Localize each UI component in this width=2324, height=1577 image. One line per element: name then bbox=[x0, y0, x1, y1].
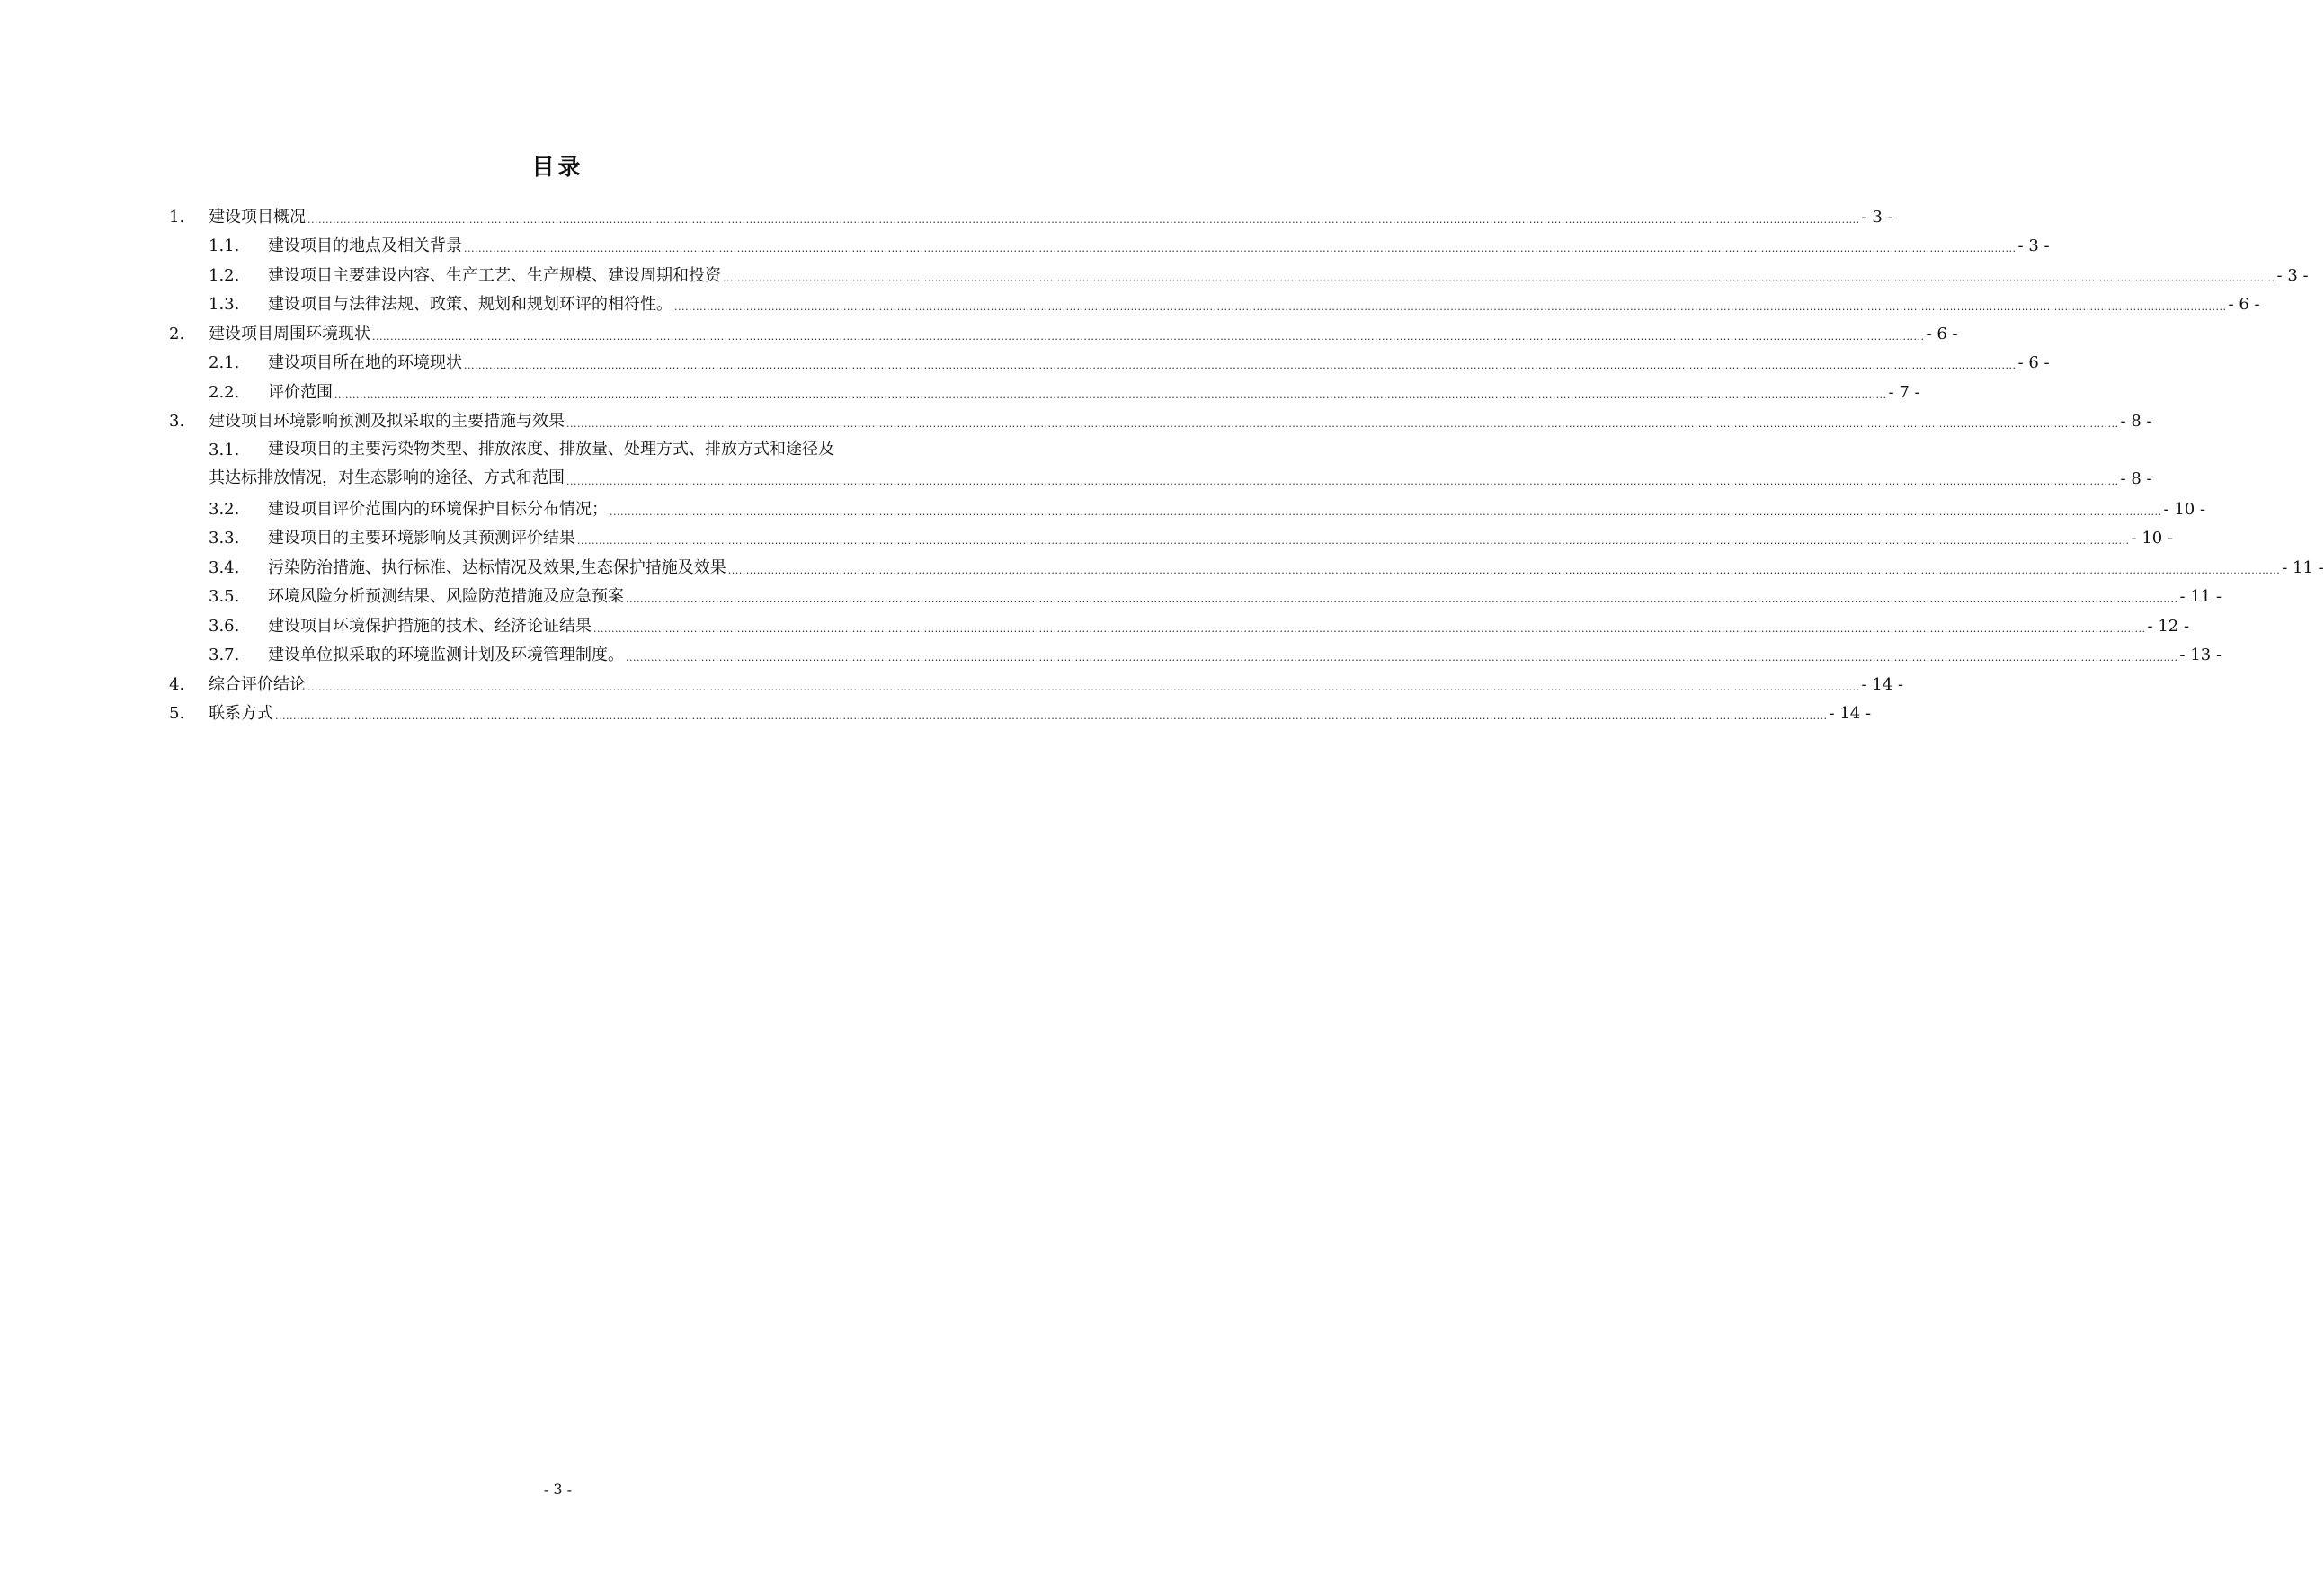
toc-leader-dots: ................................................................................................................................................................................................................................................................................................................................................................................................................................................ bbox=[275, 710, 1828, 722]
toc-entry-text: 建设项目的主要环境影响及其预测评价结果 bbox=[268, 529, 575, 548]
toc-entry-number: 3.5. bbox=[209, 587, 240, 606]
toc-entry-text: 建设项目主要建设内容、生产工艺、生产规模、建设周期和投资 bbox=[268, 265, 721, 285]
toc-entry-page: - 11 - bbox=[2282, 557, 2324, 577]
toc-entry-number: 5. bbox=[169, 704, 185, 723]
toc-entry-number: 3.2. bbox=[209, 499, 240, 519]
toc-entry-text: 建设项目的主要污染物类型、排放浓度、排放量、处理方式、排放方式和途径及 bbox=[268, 439, 834, 459]
toc-leader-dots: ................................................................................................................................................................................................................................................................................................................................................................................................................................................ bbox=[566, 418, 2119, 430]
toc-entry-number: 4. bbox=[169, 674, 185, 694]
toc-entry-page: - 14 - bbox=[1829, 704, 1872, 723]
toc-entry-text: 污染防治措施、执行标准、达标情况及效果,生态保护措施及效果 bbox=[268, 557, 726, 577]
toc-entry-number: 3.3. bbox=[209, 529, 240, 548]
toc-leader-dots: ................................................................................................................................................................................................................................................................................................................................................................................................................................................ bbox=[577, 535, 2130, 547]
toc-entry-number: 1. bbox=[169, 207, 185, 227]
toc-entry-3-7[interactable] bbox=[169, 635, 2222, 664]
toc-entry-3-4[interactable] bbox=[169, 547, 2324, 577]
toc-entry-page: - 10 - bbox=[2131, 529, 2174, 548]
toc-entry-3-1[interactable] bbox=[169, 430, 2152, 488]
toc-entry-3-6[interactable] bbox=[169, 605, 2190, 636]
toc-entry-number: 1.1. bbox=[209, 236, 240, 255]
toc-entry-page: - 3 - bbox=[2017, 236, 2050, 255]
toc-entry-number: 2. bbox=[169, 324, 185, 343]
toc-entry-text: 建设项目概况 bbox=[209, 207, 306, 227]
toc-entry-5[interactable] bbox=[169, 693, 1872, 723]
toc-leader-dots: ................................................................................................................................................................................................................................................................................................................................................................................................................................................ bbox=[334, 388, 1887, 401]
toc-entry-page: - 3 - bbox=[2276, 265, 2309, 285]
toc-entry-3[interactable] bbox=[169, 401, 2152, 431]
toc-entry-3-2[interactable] bbox=[169, 488, 2206, 519]
toc-entry-1-2[interactable] bbox=[169, 254, 2309, 285]
toc-entry-page: - 13 - bbox=[2179, 646, 2222, 664]
toc-entry-number: 3.4. bbox=[209, 557, 240, 577]
toc-entry-page: - 12 - bbox=[2147, 616, 2190, 636]
toc-entry-1[interactable] bbox=[169, 196, 1893, 227]
toc-leader-dots: ................................................................................................................................................................................................................................................................................................................................................................................................................................................ bbox=[674, 301, 2227, 313]
toc-leader-dots: ................................................................................................................................................................................................................................................................................................................................................................................................................................................ bbox=[566, 476, 2119, 487]
page-number-footer: - 3 - bbox=[543, 1481, 573, 1498]
toc-entry-page: - 7 - bbox=[1888, 382, 1920, 402]
toc-entry-text: 综合评价结论 bbox=[209, 674, 306, 694]
toc-entry-page: - 8 - bbox=[2120, 469, 2152, 488]
toc-leader-dots: ................................................................................................................................................................................................................................................................................................................................................................................................................................................ bbox=[464, 243, 2017, 254]
toc-leader-dots: ................................................................................................................................................................................................................................................................................................................................................................................................................................................ bbox=[464, 360, 2017, 371]
toc-leader-dots: ................................................................................................................................................................................................................................................................................................................................................................................................................................................ bbox=[723, 272, 2275, 284]
toc-entry-page: - 14 - bbox=[1861, 674, 1904, 694]
toc-title: 目录 bbox=[531, 154, 584, 180]
toc-entry-2[interactable] bbox=[169, 313, 1958, 343]
toc-entry-page: - 6 - bbox=[1926, 324, 1958, 343]
toc-entry-text: 建设项目评价范围内的环境保护目标分布情况； bbox=[268, 499, 608, 519]
toc-entry-text: 建设项目所在地的环境现状 bbox=[268, 353, 462, 372]
toc-entry-page: - 10 - bbox=[2163, 499, 2206, 519]
toc-entry-text: 建设项目环境保护措施的技术、经济论证结果 bbox=[268, 616, 592, 636]
table-of-contents bbox=[169, 196, 2324, 723]
toc-entry-text: 建设项目的地点及相关背景 bbox=[268, 236, 462, 255]
toc-entry-text: 建设项目周围环境现状 bbox=[209, 324, 370, 343]
toc-leader-dots: ................................................................................................................................................................................................................................................................................................................................................................................................................................................ bbox=[626, 593, 2178, 605]
toc-leader-dots: ................................................................................................................................................................................................................................................................................................................................................................................................................................................ bbox=[727, 564, 2281, 576]
toc-entry-2-1[interactable] bbox=[169, 343, 2050, 372]
toc-entry-1-3[interactable] bbox=[169, 284, 2260, 314]
toc-entry-number: 1.2. bbox=[209, 265, 240, 285]
toc-entry-page: - 8 - bbox=[2120, 412, 2152, 431]
toc-entry-text: 建设项目环境影响预测及拟采取的主要措施与效果 bbox=[209, 412, 565, 431]
toc-leader-dots: ................................................................................................................................................................................................................................................................................................................................................................................................................................................ bbox=[610, 505, 2162, 518]
toc-entry-text: 环境风险分析预测结果、风险防范措施及应急预案 bbox=[268, 587, 624, 606]
toc-entry-line-2 bbox=[209, 459, 2152, 489]
toc-entry-line-1 bbox=[209, 430, 948, 459]
toc-leader-dots: ................................................................................................................................................................................................................................................................................................................................................................................................................................................ bbox=[307, 681, 1860, 693]
toc-leader-dots: ................................................................................................................................................................................................................................................................................................................................................................................................................................................ bbox=[372, 330, 1925, 343]
toc-entry-text-continued: 其达标排放情况，对生态影响的途径、方式和范围 bbox=[209, 468, 565, 487]
toc-entry-number: 1.3. bbox=[209, 295, 240, 314]
toc-entry-page: - 6 - bbox=[2228, 295, 2260, 314]
toc-entry-number: 3.7. bbox=[209, 646, 240, 664]
toc-entry-number: 3.6. bbox=[209, 616, 240, 636]
toc-entry-text: 建设项目与法律法规、政策、规划和规划环评的相符性。 bbox=[268, 295, 672, 314]
toc-entry-1-1[interactable] bbox=[169, 226, 2050, 255]
toc-entry-text: 联系方式 bbox=[209, 704, 273, 723]
toc-entry-4[interactable] bbox=[169, 664, 1904, 694]
toc-entry-page: - 11 - bbox=[2179, 587, 2222, 606]
toc-leader-dots: ................................................................................................................................................................................................................................................................................................................................................................................................................................................ bbox=[593, 622, 2146, 635]
toc-leader-dots: ................................................................................................................................................................................................................................................................................................................................................................................................................................................ bbox=[626, 652, 2178, 664]
toc-entry-number: 2.1. bbox=[209, 353, 240, 372]
toc-entry-number: 3.1. bbox=[209, 440, 240, 459]
toc-leader-dots: ................................................................................................................................................................................................................................................................................................................................................................................................................................................ bbox=[307, 213, 1860, 226]
toc-entry-3-5[interactable] bbox=[169, 576, 2222, 606]
toc-entry-2-2[interactable] bbox=[169, 371, 1920, 402]
toc-entry-page: - 3 - bbox=[1861, 207, 1893, 227]
toc-entry-3-3[interactable] bbox=[169, 518, 2174, 548]
toc-entry-number: 3. bbox=[169, 412, 185, 431]
toc-entry-page: - 6 - bbox=[2017, 353, 2050, 372]
toc-entry-text: 建设单位拟采取的环境监测计划及环境管理制度。 bbox=[268, 646, 624, 664]
toc-entry-number: 2.2. bbox=[209, 382, 240, 402]
toc-entry-text: 评价范围 bbox=[268, 382, 333, 402]
